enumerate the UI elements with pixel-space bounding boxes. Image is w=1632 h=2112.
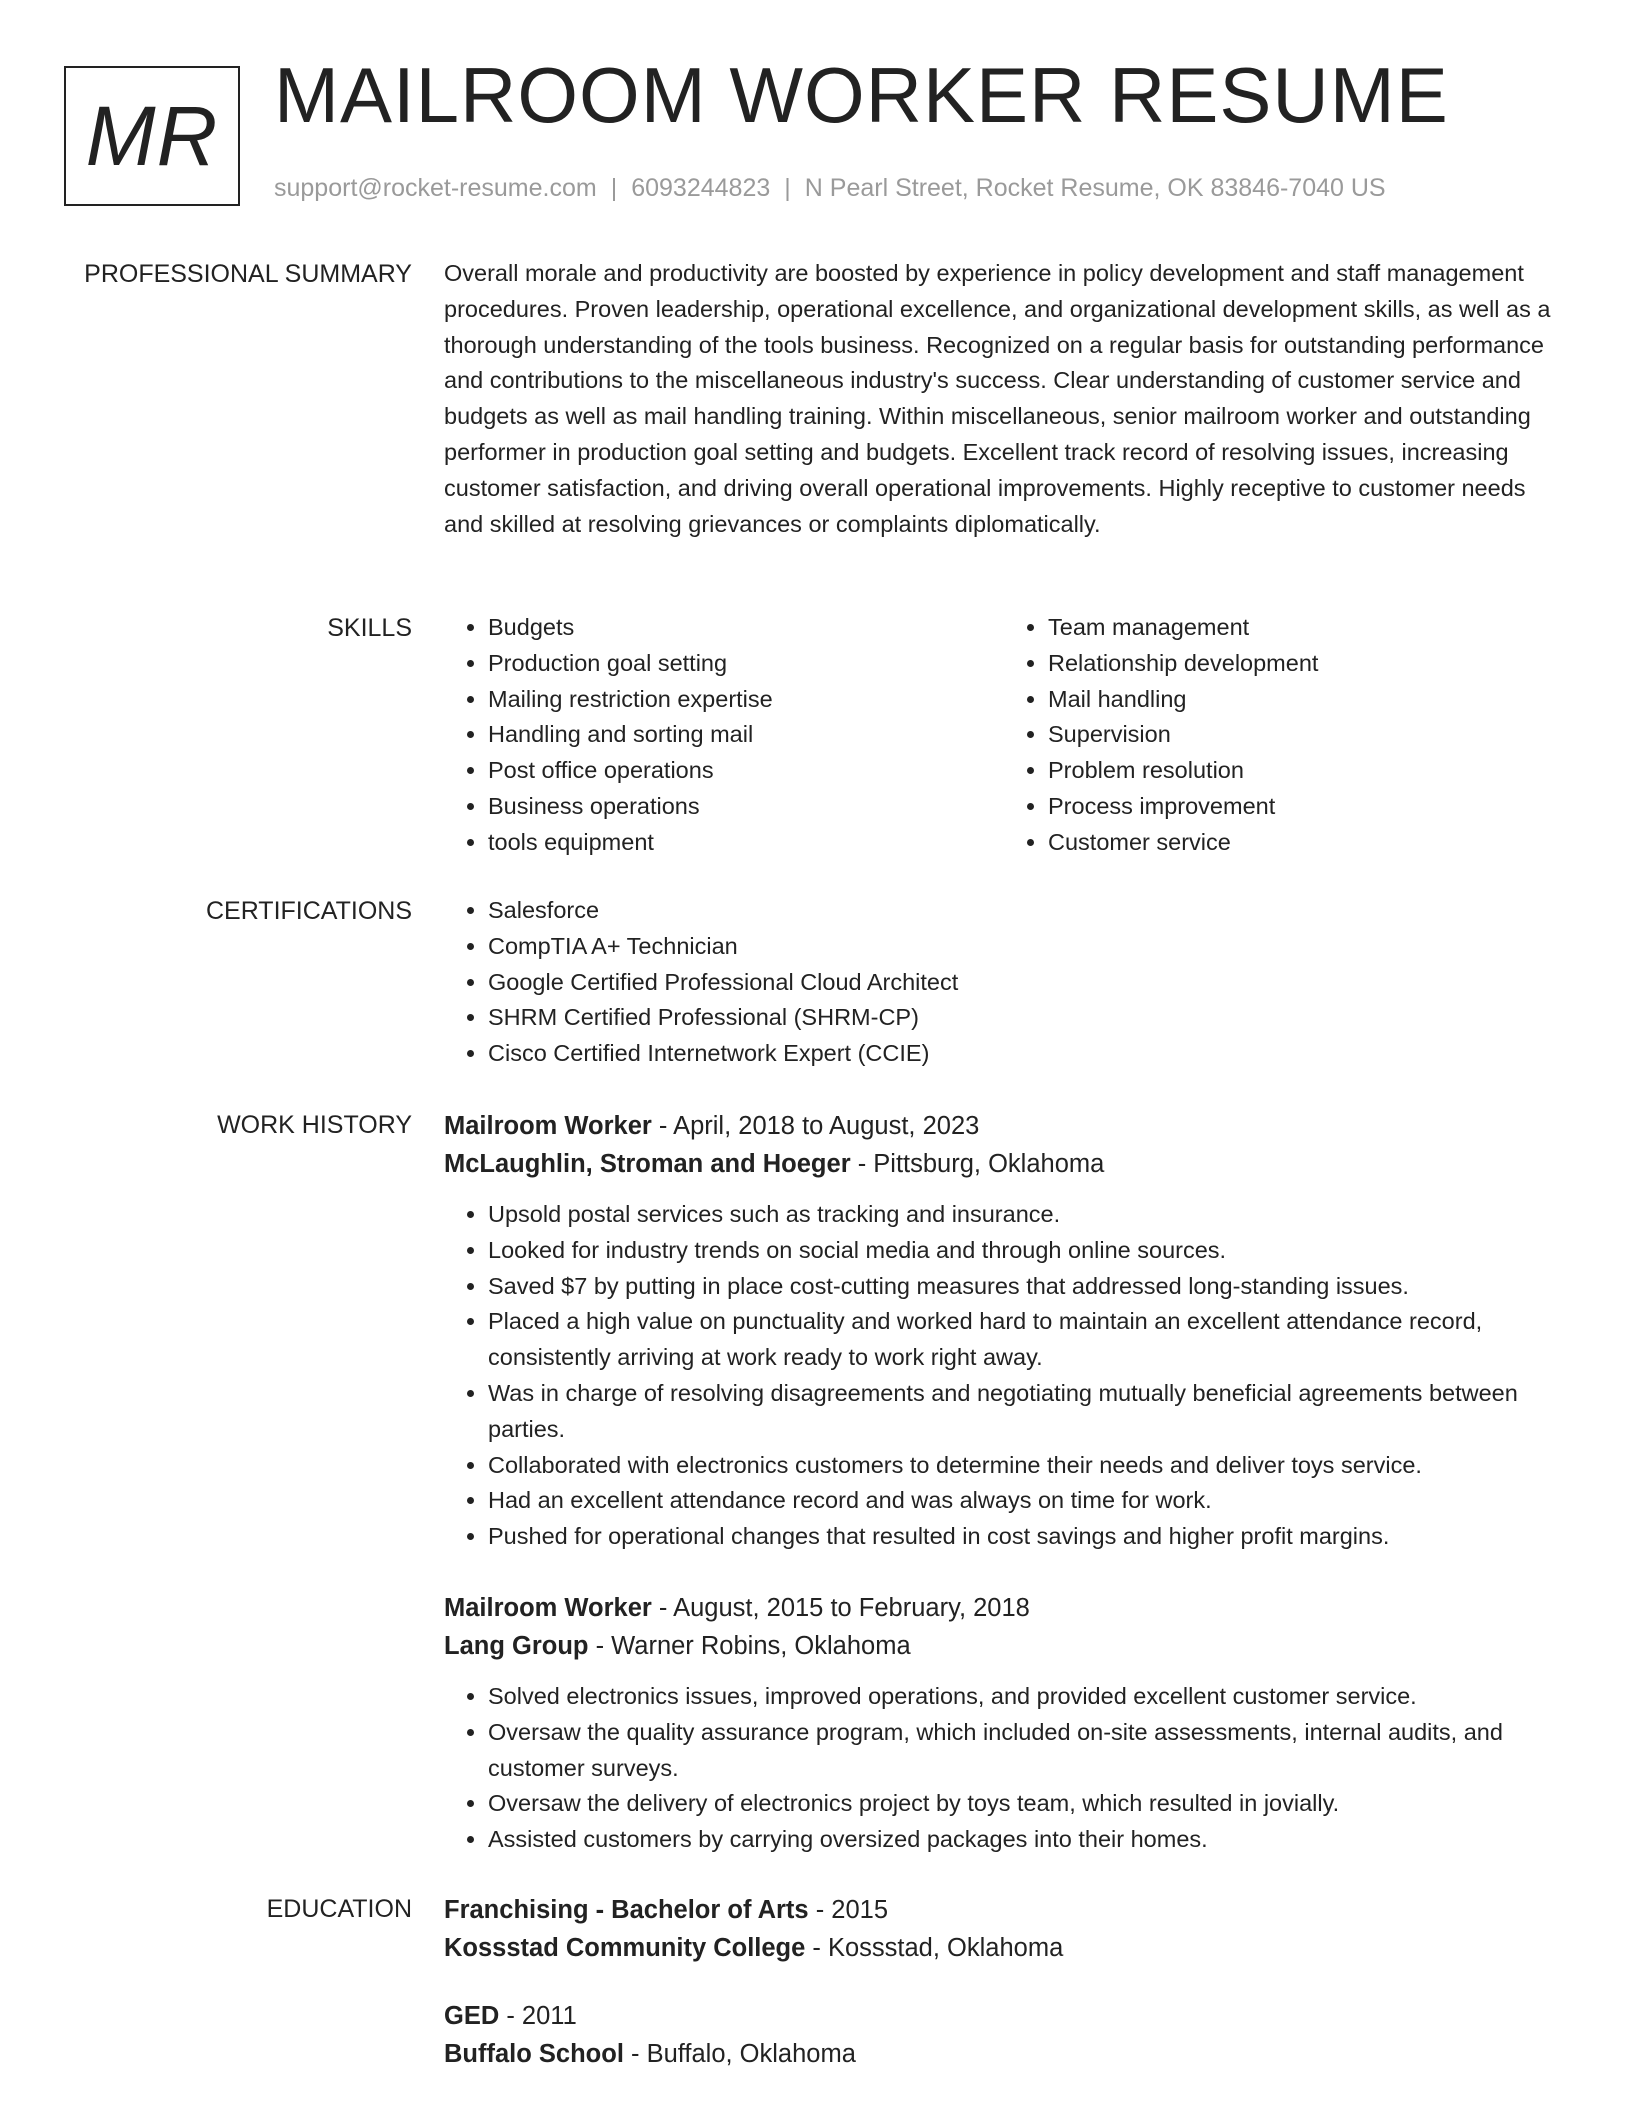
skills-list-left <box>444 610 1004 861</box>
job-bullets <box>444 1679 1564 1858</box>
skill-item: • Post office operations <box>488 753 1004 789</box>
skill-item: • Supervision <box>1048 717 1564 753</box>
job-title-line <box>444 1589 1564 1627</box>
education-school-line <box>444 1929 1564 1967</box>
education-entry <box>444 1997 1564 2073</box>
skill-item: • Production goal setting <box>488 646 1004 682</box>
education-location: - Buffalo, Oklahoma <box>623 2040 856 2068</box>
education-degree: GED <box>444 2002 500 2030</box>
contact-line <box>274 174 1386 203</box>
job-bullets <box>444 1197 1564 1555</box>
contact-separator: | <box>610 174 618 202</box>
skills-columns <box>444 610 1564 861</box>
certifications-list <box>444 893 1564 1072</box>
education-year: - 2011 <box>499 2002 577 2030</box>
job-dates: - April, 2018 to August, 2023 <box>651 1112 980 1140</box>
education-degree-line <box>444 1891 1564 1929</box>
contact-address: N Pearl Street, Rocket Resume, OK 83846-7040 US <box>804 174 1386 202</box>
certification-item: • Cisco Certified Internetwork Expert (CCIE) <box>488 1036 1564 1072</box>
section-label-skills: SKILLS <box>327 614 412 642</box>
section-label-summary: PROFESSIONAL SUMMARY <box>84 260 412 288</box>
skill-item: • Process improvement <box>1048 789 1564 825</box>
certification-item: • CompTIA A+ Technician <box>488 929 1564 965</box>
skill-item: • tools equipment <box>488 825 1004 861</box>
certification-item: • Salesforce <box>488 893 1564 929</box>
education-body <box>444 1891 1564 2103</box>
education-location: - Kossstad, Oklahoma <box>805 1934 1064 1962</box>
job-title: Mailroom Worker <box>444 1112 652 1140</box>
certification-item: • SHRM Certified Professional (SHRM-CP) <box>488 1000 1564 1036</box>
job-bullet: • Collaborated with electronics customers to determine their needs and deliver toys service. <box>488 1448 1564 1484</box>
job-company-line <box>444 1627 1564 1665</box>
job-company-line <box>444 1145 1564 1183</box>
job-bullet: • Oversaw the quality assurance program, which included on-site assessments, internal audits, and customer surveys. <box>488 1715 1564 1787</box>
education-degree-line <box>444 1997 1564 2035</box>
job-bullet: • Solved electronics issues, improved operations, and provided excellent customer service. <box>488 1679 1564 1715</box>
resume-title: MAILROOM WORKER RESUME <box>274 51 1449 139</box>
education-school: Buffalo School <box>444 2040 624 2068</box>
contact-separator: | <box>784 174 791 202</box>
skill-item: • Mailing restriction expertise <box>488 682 1004 718</box>
education-school-line <box>444 2035 1564 2073</box>
skill-item: • Problem resolution <box>1048 753 1564 789</box>
skills-list-right <box>1004 610 1564 861</box>
job-bullet: • Pushed for operational changes that resulted in cost savings and higher profit margins. <box>488 1519 1564 1555</box>
skill-item: • Handling and sorting mail <box>488 717 1004 753</box>
job-bullet: • Oversaw the delivery of electronics project by toys team, which resulted in jovially. <box>488 1786 1564 1822</box>
job-bullet: • Looked for industry trends on social media and through online sources. <box>488 1233 1564 1269</box>
job-entry <box>444 1107 1564 1555</box>
section-label-education: EDUCATION <box>266 1895 412 1923</box>
contact-email[interactable]: support@rocket-resume.com <box>274 174 597 202</box>
skill-item: • Business operations <box>488 789 1004 825</box>
job-bullet: • Saved $7 by putting in place cost-cutting measures that addressed long-standing issues. <box>488 1269 1564 1305</box>
section-label-work-history: WORK HISTORY <box>217 1111 412 1139</box>
skill-item: • Budgets <box>488 610 1004 646</box>
job-title: Mailroom Worker <box>444 1593 652 1622</box>
monogram-logo: MR <box>64 66 240 206</box>
skill-item: • Relationship development <box>1048 646 1564 682</box>
job-bullet: • Placed a high value on punctuality and worked hard to maintain an excellent attendance record, consistently arriving at work ready to work right away. <box>488 1304 1564 1376</box>
contact-phone[interactable]: 6093244823 <box>631 174 771 202</box>
education-year: - 2015 <box>808 1896 888 1924</box>
skill-item: • Customer service <box>1048 825 1564 861</box>
job-entry <box>444 1589 1564 1858</box>
work-history-body <box>444 1107 1564 1892</box>
summary-text: Overall morale and productivity are boosted by experience in policy development and staff management procedures. Proven leadership, operational excellence, and organizational development skills, as well as a thorough understanding of the tools business. Recognized on a regular basis for outstanding performance and contributions to the miscellaneous industry's success. Clear understanding of customer service and budgets as well as mail handling training. Within miscellaneous, senior mailroom worker and outstanding performer in production goal setting and budgets. Excellent track record of resolving issues, increasing customer satisfaction, and driving overall operational improvements. Highly receptive to customer needs and skilled at resolving grievances or complaints diplomatically. <box>444 260 1551 537</box>
job-company: Lang Group <box>444 1631 589 1660</box>
job-bullet: • Was in charge of resolving disagreements and negotiating mutually beneficial agreements between parties. <box>488 1376 1564 1448</box>
certification-item: • Google Certified Professional Cloud Architect <box>488 965 1564 1001</box>
education-entry <box>444 1891 1564 1967</box>
education-school: Kossstad Community College <box>444 1934 806 1962</box>
section-label-certifications: CERTIFICATIONS <box>205 897 412 925</box>
job-company: McLaughlin, Stroman and Hoeger <box>444 1150 851 1178</box>
job-bullet: • Assisted customers by carrying oversized packages into their homes. <box>488 1822 1564 1858</box>
education-degree: Franchising - Bachelor of Arts <box>444 1896 809 1924</box>
skill-item: • Team management <box>1048 610 1564 646</box>
job-dates: - August, 2015 to February, 2018 <box>651 1593 1030 1622</box>
job-title-line <box>444 1107 1564 1145</box>
job-location: - Pittsburg, Oklahoma <box>850 1150 1105 1178</box>
job-bullet: • Had an excellent attendance record and was always on time for work. <box>488 1483 1564 1519</box>
skill-item: • Mail handling <box>1048 682 1564 718</box>
job-bullet: • Upsold postal services such as tracking and insurance. <box>488 1197 1564 1233</box>
job-location: - Warner Robins, Oklahoma <box>588 1631 911 1660</box>
certifications-body <box>444 893 1564 1072</box>
